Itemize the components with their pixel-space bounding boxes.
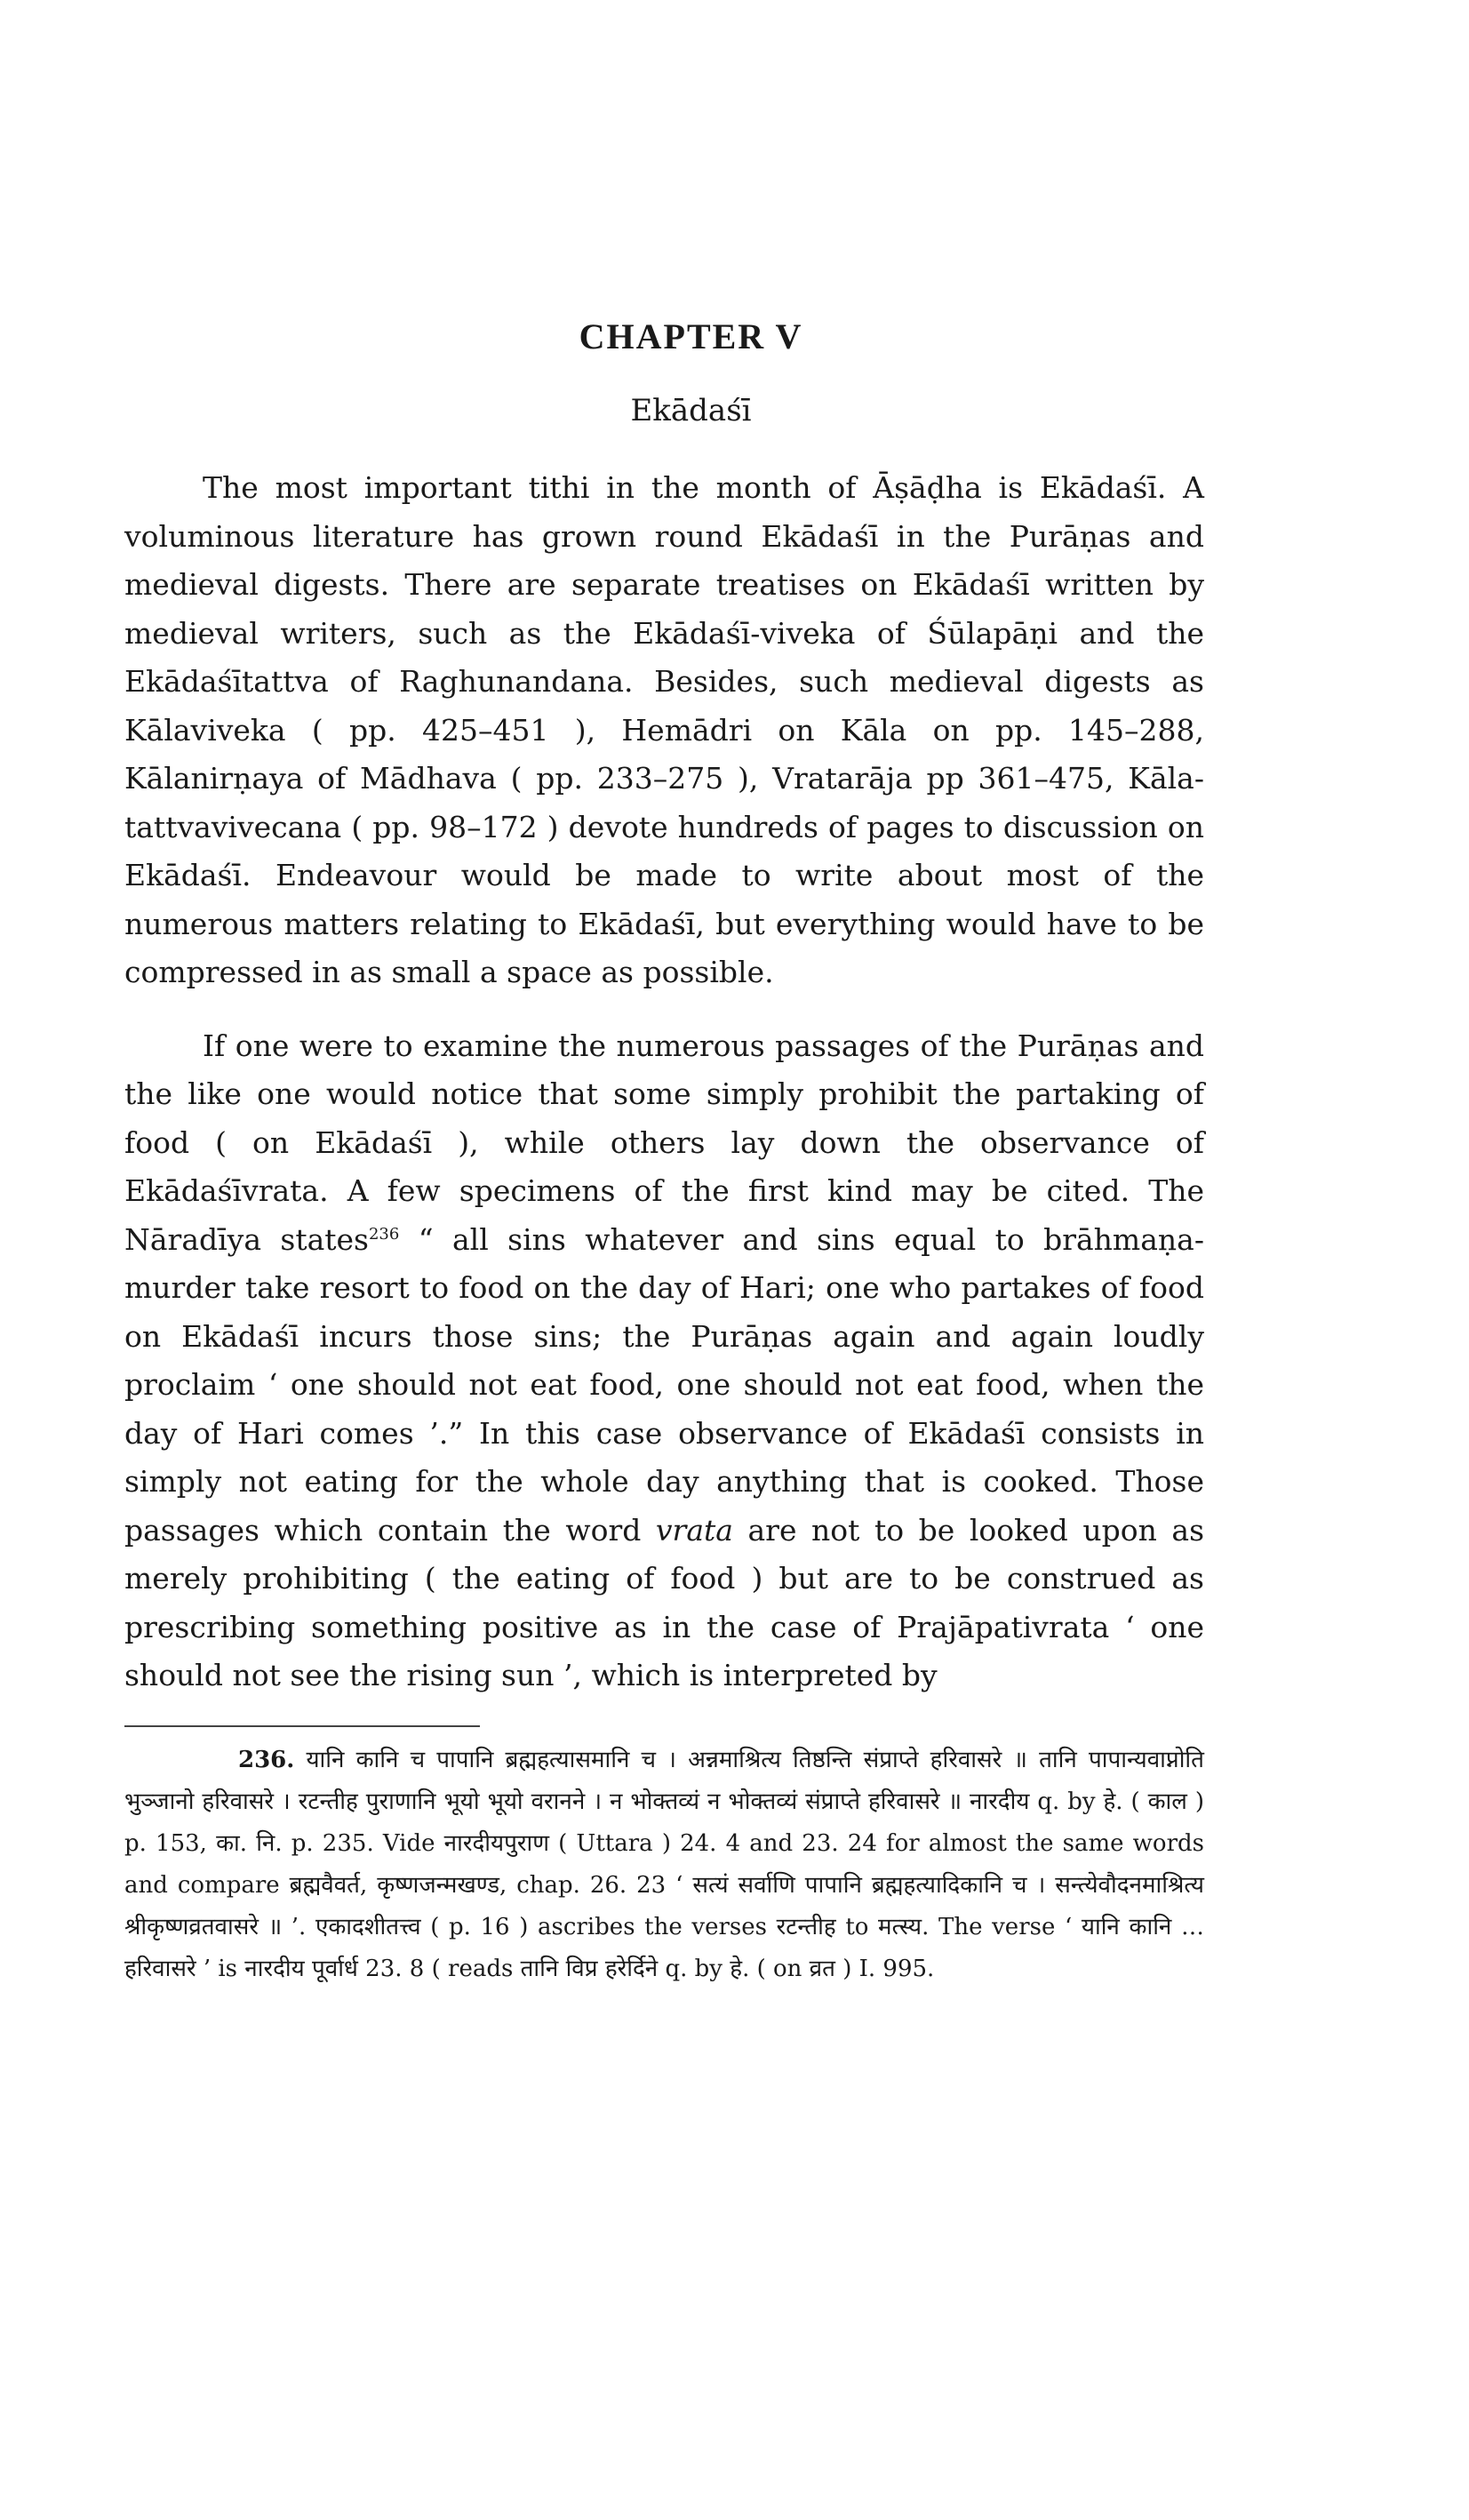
italic-term-vrata: vrata <box>655 1512 733 1548</box>
footnote-reference-236[interactable]: 236 <box>368 1224 400 1244</box>
chapter-heading: CHAPTER V <box>579 316 803 356</box>
paragraph-1: The most important tithi in the month of Āṣāḍha is Ekādaśī. A voluminous literature has grown round Ekādaśī in the Purāṇas and medieval digests. There are separate treatises on Ekādaśī written by medieval writers, such as the Ekādaśī-viveka of Śūlapāṇi and the Ekādaśītattva of Raghunandana. Besides, such medieval digests as Kālaviveka ( pp. 425–451 ), Hemādri on Kāla on pp. 145–288, Kālanirṇaya of Mādhava ( pp. 233–275 ), Vratarāja pp 361–475, Kāla-tattvavivecana ( pp. 98–172 ) devote hundreds of pages to discussion on Ekādaśī. Endeavour would be made to write about most of the numerous matters relating to Ekādaśī, but everything would have to be compressed in as small a space as possible. <box>124 470 1204 989</box>
paragraph-2-text-c: are not to be looked upon as merely prohibiting ( the eating of food ) but are to be construed as prescribing something positive as in the case of Prajāpativrata ‘ one should not see the rising sun ’, which is interpreted by <box>124 1512 1205 1692</box>
paragraph-2 <box>124 1022 1204 1700</box>
book-page <box>124 316 1204 1990</box>
chapter-title: Ekādaśī <box>630 393 752 428</box>
footnote-text: यानि कानि च पापानि ब्रह्महत्यासमानि च । अन्नमाश्रित्य तिष्ठन्ति संप्राप्ते हरिवासरे ॥ तानि पापान्यवाप्नोति भुञ्जानो हरिवासरे । रटन्तीह पुराणानि भूयो भूयो वरानने । न भोक्तव्यं न भोक्तव्यं संप्राप्ते हरिवासरे ॥ नारदीय q. by हे. ( काल ) p. 153, का. नि. p. 235. Vide नारदीयपुराण ( Uttara ) 24. 4 and 23. 24 for almost the same words and compare ब्रह्मवैवर्त, कृष्णजन्मखण्ड, chap. 26. 23 ‘ सत्यं सर्वाणि पापानि ब्रह्महत्यादिकानि च । सन्त्येवौदनमाश्रित्य श्रीकृष्णव्रतवासरे ॥ ’. एकादशीतत्त्व ( p. 16 ) ascribes the verses रटन्तीह to मत्स्य. The verse ‘ यानि कानि … हरिवासरे ’ is नारदीय पूर्वार्ध 23. 8 ( reads तानि विप्र हरेर्दिने q. by हे. ( on व्रत ) I. 995. <box>124 1746 1204 1982</box>
footnote-number: 236. <box>238 1746 295 1773</box>
footnote-divider <box>124 1725 480 1727</box>
paragraph-2-text-a: If one were to examine the numerous passages of the Purāṇas and the like one would notice that some simply prohibit the partaking of food ( on Ekādaśī ), while others lay down the observance of Ekādaśīvrata. A few specimens of the first kind may be cited. The Nāradīya states <box>124 1028 1204 1257</box>
paragraph-2-text-b: “ all sins whatever and sins equal to brāhmaṇa-murder take resort to food on the day of Hari; one who partakes of food on Ekādaśī incurs those sins; the Purāṇas again and again loudly proclaim ‘ one should not eat food, one should not eat food, when the day of Hari comes ’.” In this case observance of Ekādaśī consists in simply not eating for the whole day anything that is cooked. Those passages which contain the word <box>124 1221 1204 1548</box>
footnote-236 <box>124 1740 1204 1990</box>
